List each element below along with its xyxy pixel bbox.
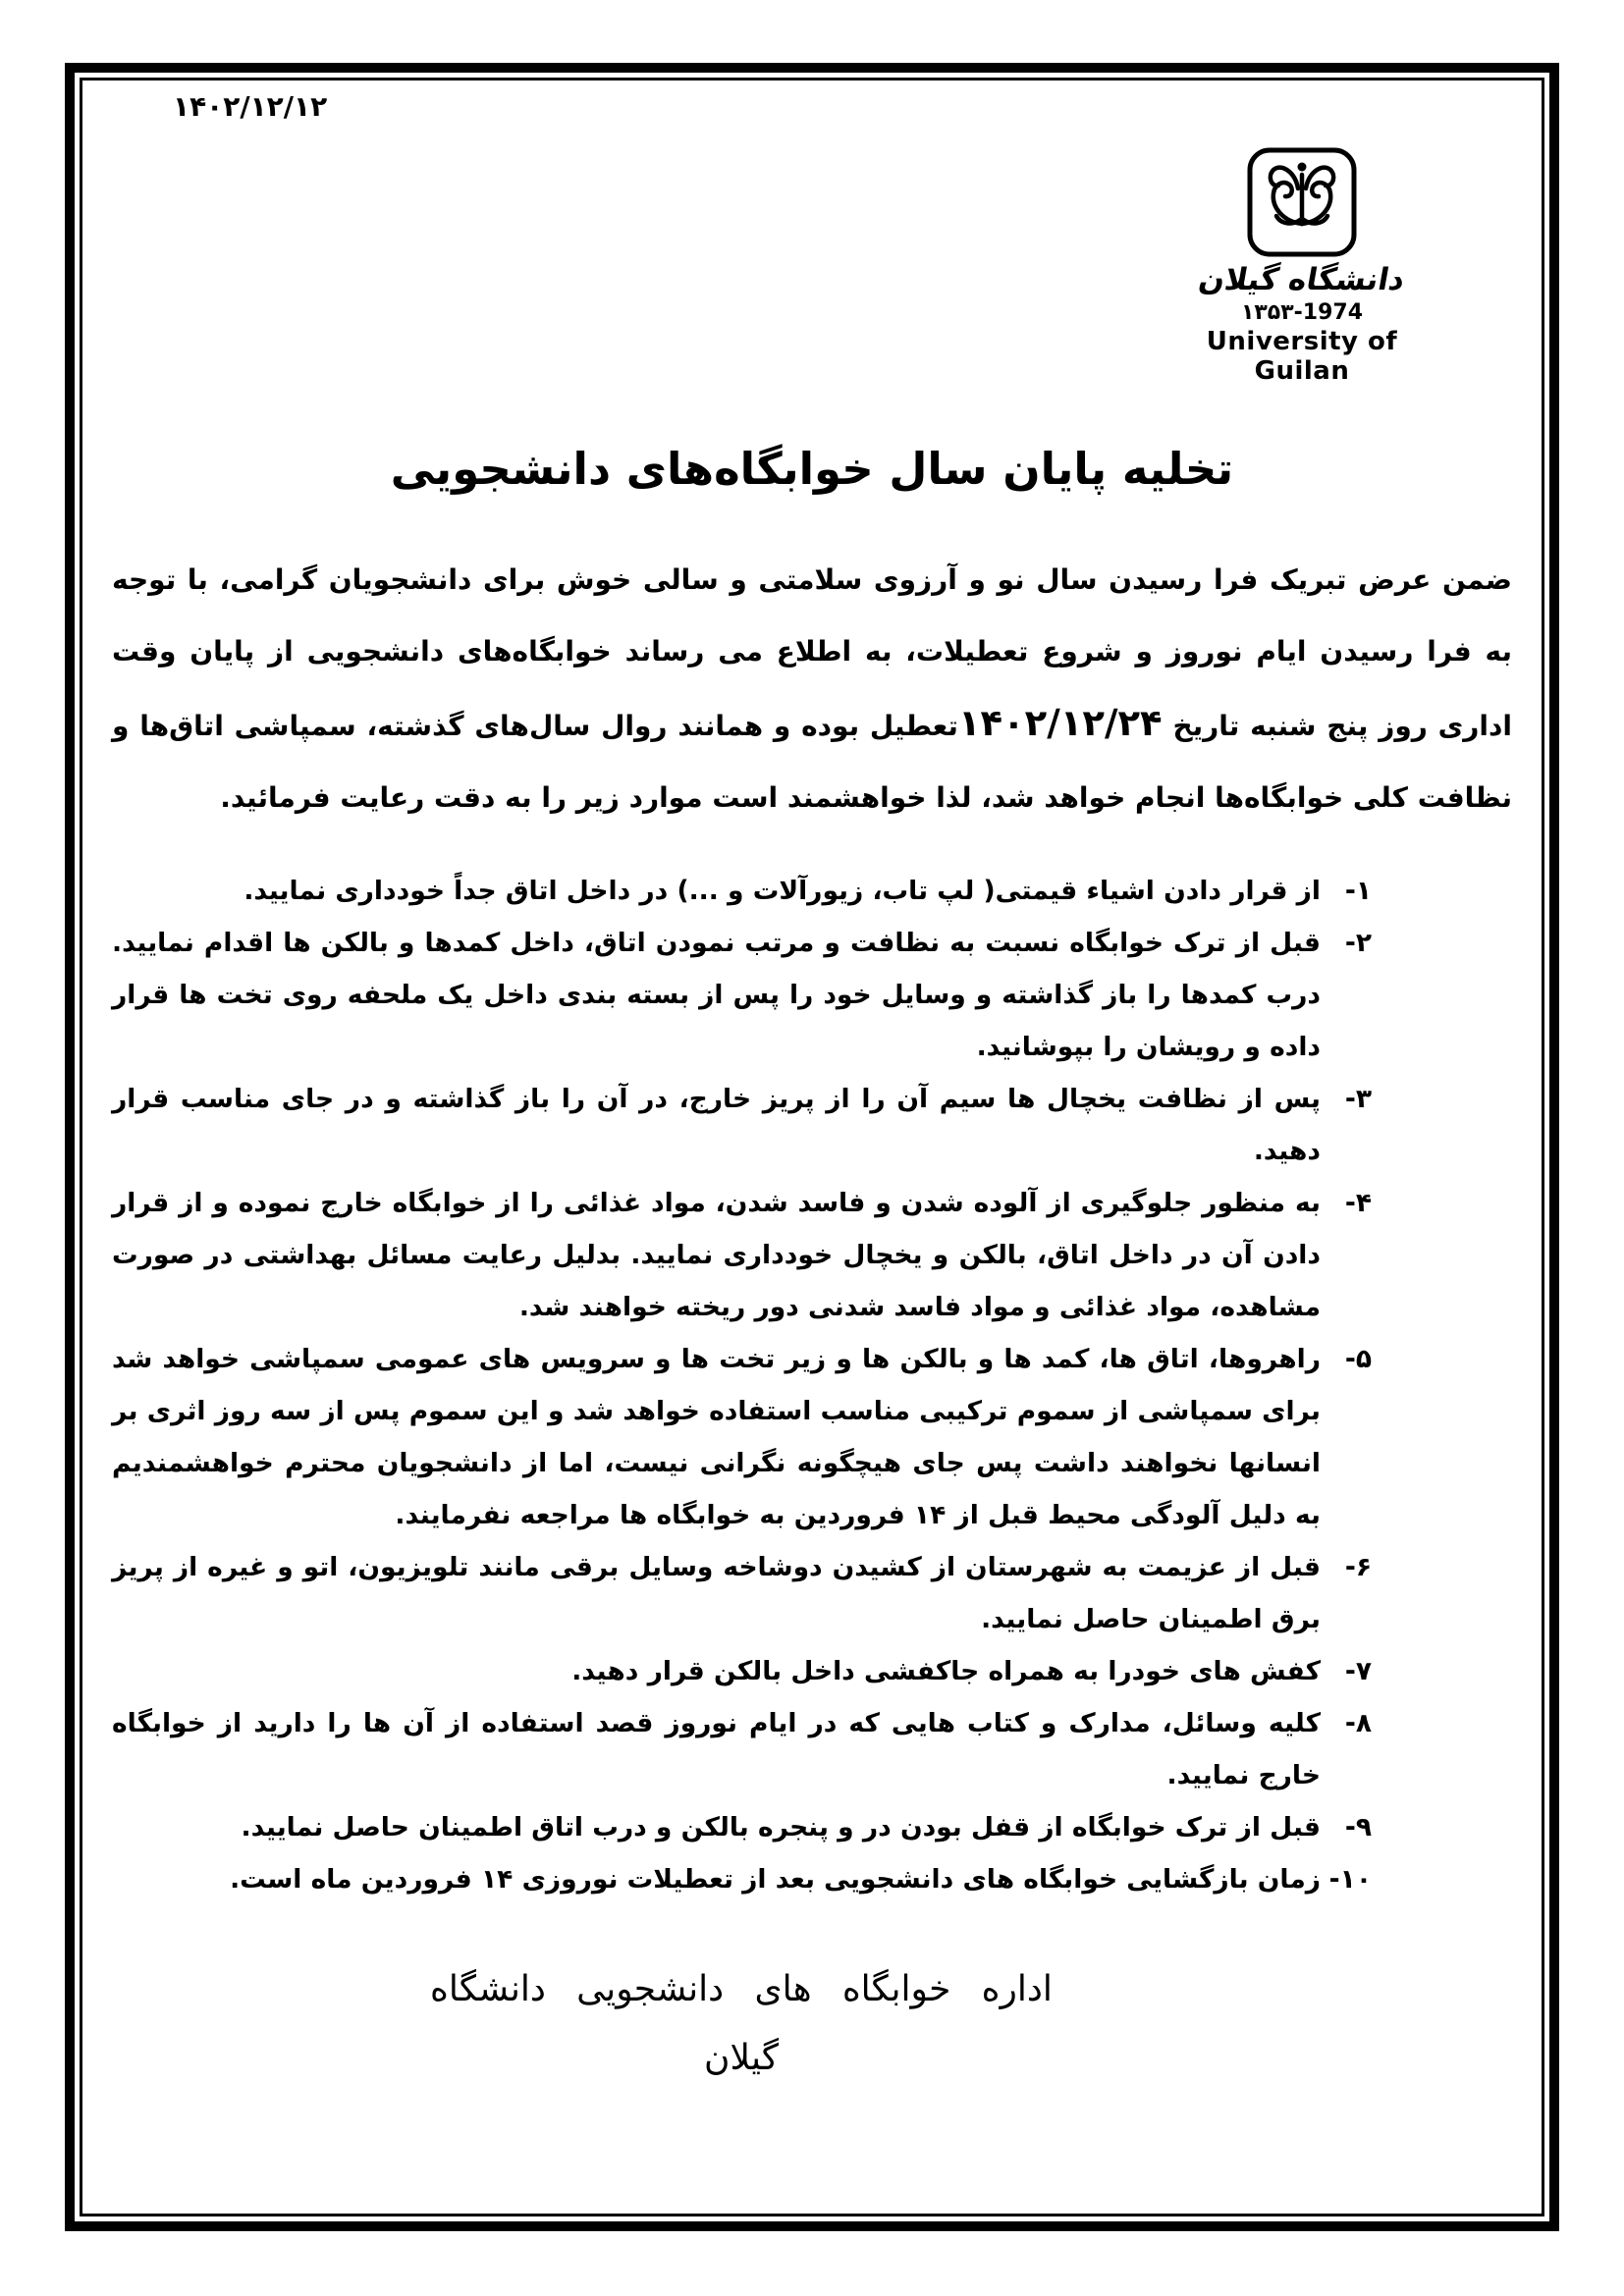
list-item-text: از قرار دادن اشیاء قیمتی( لپ تاب، زیورآلات و ...) در داخل اتاق جداً خودداری نمایید. <box>244 876 1321 906</box>
university-logo-block <box>1155 143 1449 387</box>
list-item-text: قبل از ترک خوابگاه نسبت به نظافت و مرتب نمودن اتاق، داخل کمدها و بالکن ها اقدام نمایید. درب کمدها را باز گذاشته و وسایل خود را پس از بسته بندی داخل یک ملحفه روی تخت ها قرار داده و رویشان را بپوشانید. <box>112 928 1321 1062</box>
list-item-text: قبل از ترک خوابگاه از قفل بودن در و پنجره بالکن و درب اتاق اطمینان حاصل نمایید. <box>241 1812 1321 1842</box>
list-item-number: ۹- <box>1344 1812 1372 1842</box>
list-item-text: کلیه وسائل، مدارک و کتاب هایی که در ایام نوروز قصد استفاده از آن ها را دارید از خوابگاه خارج نمایید. <box>112 1708 1321 1790</box>
list-item-text: کفش های خودرا به همراه جاکفشی داخل بالکن قرار دهید. <box>571 1656 1321 1686</box>
list-item <box>112 865 1512 917</box>
list-item <box>112 1801 1512 1853</box>
list-item-number: ۸- <box>1344 1708 1372 1738</box>
instructions-list <box>112 865 1512 1905</box>
list-item <box>112 1853 1512 1905</box>
university-name-english: University of Guilan <box>1206 326 1398 386</box>
list-item <box>112 1541 1512 1645</box>
list-item-text: زمان بازگشایی خوابگاه های دانشجویی بعد از تعطیلات نوروزی ۱۴ فروردین ماه است. <box>230 1864 1321 1895</box>
list-item-text: پس از نظافت یخچال ها سیم آن را از پریز خارج، در آن را باز گذاشته و در جای مناسب قرار دهید. <box>112 1084 1321 1166</box>
signature-office-name-line2: گیلان <box>704 2038 779 2078</box>
list-item-number: ۵- <box>1344 1344 1372 1374</box>
intro-paragraph <box>112 544 1512 833</box>
signature-block <box>172 1962 1311 2086</box>
list-item-text: به منظور جلوگیری از آلوده شدن و فاسد شدن، مواد غذائی را از خوابگاه خارج نموده و از قرار دادن آن در داخل اتاق، بالکن و یخچال خودداری نمایید. بدلیل رعایت مسائل بهداشتی در صورت مشاهده، مواد غذائی و مواد فاسد شدنی دور ریخته خواهند شد. <box>112 1188 1321 1322</box>
university-name-farsi: دانشگاه گیلان <box>1196 262 1408 297</box>
list-item <box>112 1697 1512 1801</box>
list-item-number: ۳- <box>1344 1084 1372 1114</box>
list-item-number: ۴- <box>1344 1188 1372 1218</box>
list-item-number: ۲- <box>1344 928 1372 958</box>
list-item <box>112 1333 1512 1541</box>
university-founding-years: ۱۳۵۳-1974 <box>1240 299 1364 325</box>
closure-date: ۱۴۰۲/۱۲/۲۴ <box>957 702 1163 744</box>
list-item-number: ۷- <box>1344 1656 1372 1686</box>
list-item-text: قبل از عزیمت به شهرستان از کشیدن دوشاخه وسایل برقی مانند تلویزیون، اتو و غیره از پریز برق اطمینان حاصل نمایید. <box>112 1552 1321 1634</box>
document-date: ۱۴۰۲/۱۲/۱۲ <box>173 90 328 123</box>
letter-body <box>112 440 1512 2086</box>
list-item <box>112 1073 1512 1177</box>
list-item-number: ۶- <box>1344 1552 1372 1582</box>
university-emblem-icon <box>1243 143 1361 261</box>
list-item <box>112 917 1512 1073</box>
intro-text-after-date: تعطیل بوده و همانند روال سال‌های گذشته، سمپاشی اتاق‌ها و نظافت کلی خوابگاه‌ها انجام خواهد شد، لذا خواهشمند است موارد زیر را به دقت رعایت فرمائید. <box>112 710 1512 814</box>
page-title: تخلیه پایان سال خوابگاه‌های دانشجویی <box>390 443 1234 495</box>
intro-text-before-date: ضمن عرض تبریک فرا رسیدن سال نو و آرزوی سلامتی و سالی خوش برای دانشجویان گرامی، با توجه به فرا رسیدن ایام نوروز و شروع تعطیلات، به اطلاع می رساند خوابگاه‌های دانشجویی از پایان وقت اداری روز پنج شنبه تاریخ <box>112 563 1512 742</box>
list-item-number: ۱۰- <box>1328 1864 1372 1895</box>
signature-office-name: اداره خوابگاه های دانشجویی دانشگاه <box>430 1969 1053 2009</box>
list-item-text: راهروها، اتاق ها، کمد ها و بالکن ها و زیر تخت ها و سرویس های عمومی سمپاشی خواهد شد برای سمپاشی از سموم ترکیبی مناسب استفاده خواهد شد و این سموم پس از سه روز اثری بر انسانها نخواهند داشت پس جای هیچگونه نگرانی نیست، اما از دانشجویان محترم خواهشمندیم به دلیل آلودگی محیط قبل از ۱۴ فروردین به خوابگاه ها مراجعه نفرمایند. <box>112 1344 1321 1530</box>
list-item-number: ۱- <box>1344 876 1372 906</box>
list-item <box>112 1177 1512 1333</box>
list-item <box>112 1645 1512 1697</box>
